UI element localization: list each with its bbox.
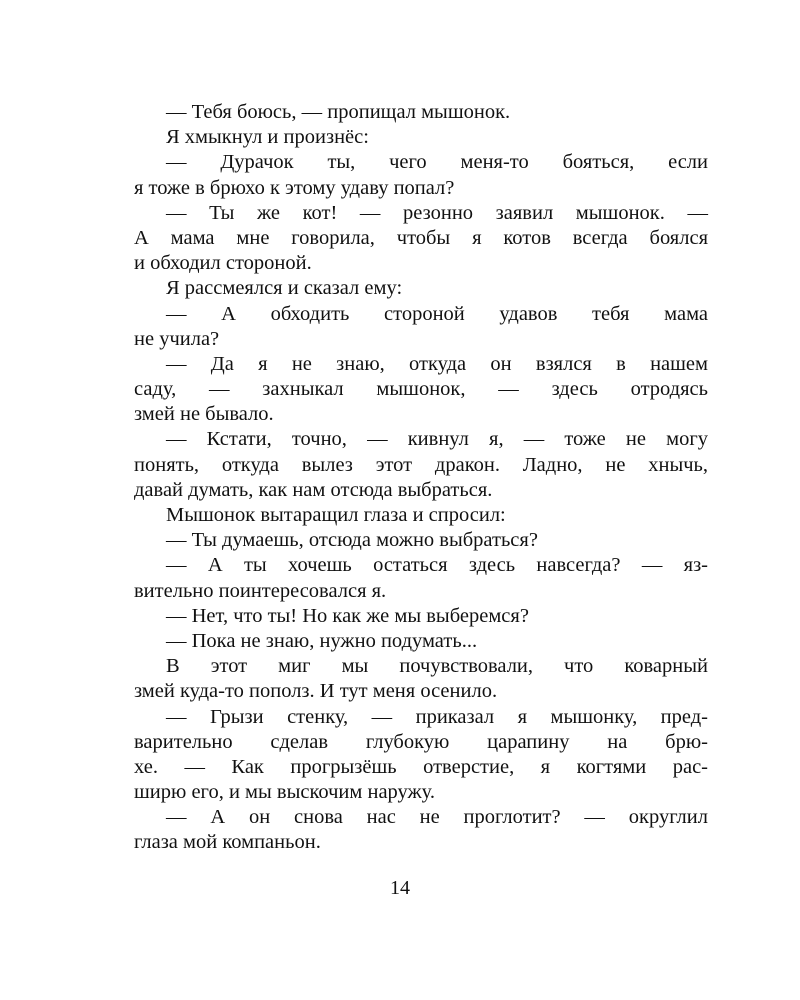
text-line: вительно поинтересовался я.: [134, 579, 387, 602]
text-line: — Ты же кот! — резонно заявил мышонок. —: [166, 201, 708, 224]
text-line: А мама мне говорила, чтобы я котов всегда боялся: [134, 226, 708, 249]
text-line: — А ты хочешь остаться здесь навсегда? — яз-: [166, 554, 708, 577]
text-line: — Да я не знаю, откуда он взялся в нашем: [166, 352, 708, 375]
text-line: хе. — Как прогрызёшь отверстие, я когтями рас-: [134, 755, 708, 778]
text-line: ширю его, и мы выскочим наружу.: [134, 781, 435, 804]
text-line: варительно сделав глубокую царапину на брю-: [134, 730, 708, 753]
text-line: — Кстати, точно, — кивнул я, — тоже не могу: [166, 428, 708, 451]
text-line: — Тебя боюсь, — пропищал мышонок.: [166, 101, 511, 123]
text-line: не учила?: [134, 327, 220, 350]
text-line: Я рассмеялся и сказал ему:: [166, 277, 403, 300]
text-line: Я хмыкнул и произнёс:: [166, 126, 369, 149]
text-line: змей не бывало.: [134, 403, 274, 426]
text-line: и обходил стороной.: [134, 252, 312, 275]
text-line: — Пока не знаю, нужно подумать...: [166, 629, 478, 652]
page-number: 14: [390, 877, 410, 899]
text-line: В этот миг мы почувствовали, что коварный: [166, 655, 708, 678]
text-line: давай думать, как нам отсюда выбраться.: [134, 478, 493, 501]
text-line: я тоже в брюхо к этому удаву попал?: [134, 176, 455, 199]
page-text-body: [134, 100, 708, 856]
text-line: — Дурачок ты, чего меня-то бояться, если: [166, 151, 708, 174]
text-line: глаза мой компаньон.: [134, 831, 321, 854]
text-line: — А обходить стороной удавов тебя мама: [166, 302, 708, 325]
text-line: змей куда-то пополз. И тут меня осенило.: [134, 680, 498, 703]
text-line: — Нет, что ты! Но как же мы выберемся?: [166, 604, 529, 627]
text-line: понять, откуда вылез этот дракон. Ладно, не хнычь,: [134, 453, 708, 476]
text-line: саду, — захныкал мышонок, — здесь отродясь: [134, 378, 708, 401]
text-line: — Ты думаешь, отсюда можно выбраться?: [166, 529, 538, 552]
text-line: — А он снова нас не проглотит? — округлил: [166, 806, 708, 829]
text-line: — Грызи стенку, — приказал я мышонку, пред-: [166, 705, 708, 728]
text-line: Мышонок вытаращил глаза и спросил:: [166, 504, 506, 526]
